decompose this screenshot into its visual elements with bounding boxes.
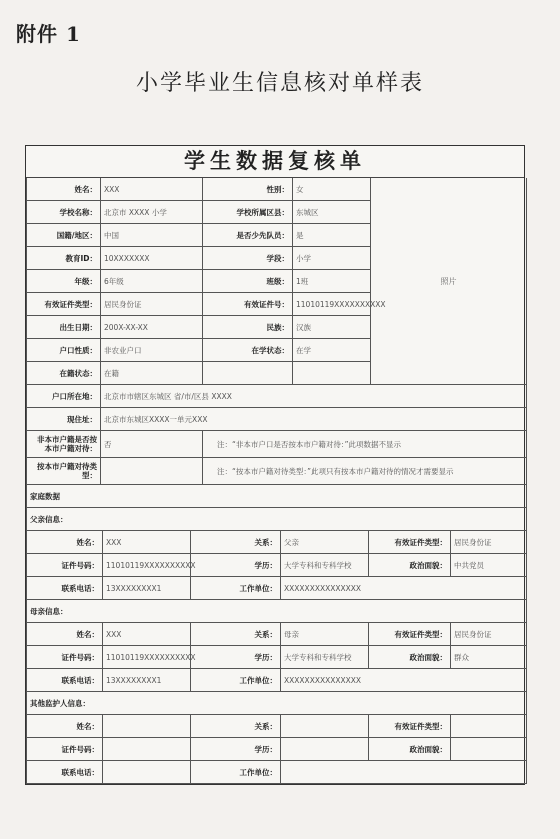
relation-label: 关系：	[191, 531, 281, 554]
relation-value: 父亲	[281, 531, 369, 554]
member-row	[27, 715, 527, 738]
field-label: 有效证件类型：	[27, 293, 101, 316]
name-value: XXX	[103, 531, 191, 554]
document-title: 小学毕业生信息核对单样表	[135, 71, 424, 96]
address-row-label: 现住址：	[27, 408, 101, 431]
idno-label: 证件号码：	[27, 646, 103, 669]
political-label: 政治面貌：	[369, 554, 451, 577]
student-row	[27, 178, 527, 201]
field-label: 户口性质：	[27, 339, 101, 362]
idtype-value	[451, 715, 527, 738]
field-label: 学校名称：	[27, 201, 101, 224]
edu-label: 学历：	[191, 646, 281, 669]
phone-value	[103, 761, 191, 784]
phone-label: 联系电话：	[27, 577, 103, 600]
nonlocal-row-value: 否	[101, 431, 203, 458]
hukou-row	[27, 385, 527, 408]
member-header-label: 母亲信息：	[27, 600, 527, 623]
work-value: XXXXXXXXXXXXXXX	[281, 669, 527, 692]
field-value: 11010119XXXXXXXXXX	[293, 293, 371, 316]
relation-label: 关系：	[191, 623, 281, 646]
political-value: 群众	[451, 646, 527, 669]
member-row	[27, 577, 527, 600]
member-header-label: 父亲信息：	[27, 508, 527, 531]
phone-label: 联系电话：	[27, 761, 103, 784]
address-row	[27, 408, 527, 431]
field-value: 10XXXXXXX	[101, 247, 203, 270]
idtype-label: 有效证件类型：	[369, 531, 451, 554]
member-header	[27, 508, 527, 531]
field-value: 在籍	[101, 362, 203, 385]
field-label: 年级：	[27, 270, 101, 293]
nonlocal-row-label: 非本市户籍是否按本市户籍对待：	[27, 431, 101, 458]
field-label: 班级：	[203, 270, 293, 293]
field-label: 在学状态：	[203, 339, 293, 362]
idtype-value: 居民身份证	[451, 531, 527, 554]
idno-value	[103, 738, 191, 761]
family-table	[26, 485, 527, 784]
hukou-row-label: 户口所在地：	[27, 385, 101, 408]
idno-value: 11010119XXXXXXXXXX	[103, 554, 191, 577]
work-label: 工作单位：	[191, 577, 281, 600]
treat-type-row	[27, 458, 527, 485]
relation-value: 母亲	[281, 623, 369, 646]
field-value: XXX	[101, 178, 203, 201]
field-value: 北京市 XXXX 小学	[101, 201, 203, 224]
name-label: 姓名：	[27, 531, 103, 554]
relation-value	[281, 715, 369, 738]
member-row	[27, 531, 527, 554]
field-value: 200X-XX-XX	[101, 316, 203, 339]
treat-type-row-value	[101, 458, 203, 485]
photo-placeholder: 照片	[371, 178, 527, 385]
relation-label: 关系：	[191, 715, 281, 738]
edu-value: 大学专科和专科学校	[281, 646, 369, 669]
attachment-label: 附件 1	[16, 22, 81, 46]
field-label: 姓名：	[27, 178, 101, 201]
work-value: XXXXXXXXXXXXXXX	[281, 577, 527, 600]
review-sheet	[25, 145, 525, 785]
family-section-label: 家庭数据	[27, 485, 527, 508]
edu-label: 学历：	[191, 738, 281, 761]
field-label: 国籍/地区：	[27, 224, 101, 247]
student-info-table	[26, 178, 527, 485]
edu-label: 学历：	[191, 554, 281, 577]
member-row	[27, 761, 527, 784]
hukou-row-value: 北京市市辖区东城区 省/市/区县 XXXX	[101, 385, 527, 408]
idtype-value: 居民身份证	[451, 623, 527, 646]
field-label: 出生日期：	[27, 316, 101, 339]
idno-label: 证件号码：	[27, 738, 103, 761]
treat-type-row-note: 注：“按本市户籍对待类型：”此项只有按本市户籍对待的情况才需要显示	[203, 458, 527, 485]
field-value: 是	[293, 224, 371, 247]
member-header	[27, 692, 527, 715]
name-label: 姓名：	[27, 715, 103, 738]
name-value	[103, 715, 191, 738]
field-value: 小学	[293, 247, 371, 270]
field-label: 学校所属区县：	[203, 201, 293, 224]
work-value	[281, 761, 527, 784]
member-header-label: 其他监护人信息：	[27, 692, 527, 715]
family-section	[27, 485, 527, 508]
phone-label: 联系电话：	[27, 669, 103, 692]
field-value: 6年级	[101, 270, 203, 293]
field-value: 汉族	[293, 316, 371, 339]
name-label: 姓名：	[27, 623, 103, 646]
phone-value: 13XXXXXXXX1	[103, 669, 191, 692]
field-value: 在学	[293, 339, 371, 362]
edu-value	[281, 738, 369, 761]
idtype-label: 有效证件类型：	[369, 623, 451, 646]
nonlocal-row-note: 注：“非本市户口是否按本市户籍对待：”此项数据不显示	[203, 431, 527, 458]
member-row	[27, 554, 527, 577]
member-row	[27, 738, 527, 761]
field-label: 在籍状态：	[27, 362, 101, 385]
field-value: 东城区	[293, 201, 371, 224]
member-row	[27, 623, 527, 646]
political-value	[451, 738, 527, 761]
field-label: 学段：	[203, 247, 293, 270]
field-value: 中国	[101, 224, 203, 247]
field-value: 1班	[293, 270, 371, 293]
field-label: 民族：	[203, 316, 293, 339]
name-value: XXX	[103, 623, 191, 646]
idno-value: 11010119XXXXXXXXXX	[103, 646, 191, 669]
phone-value: 13XXXXXXXX1	[103, 577, 191, 600]
work-label: 工作单位：	[191, 669, 281, 692]
empty-cell	[293, 362, 371, 385]
field-label: 教育ID：	[27, 247, 101, 270]
member-header	[27, 600, 527, 623]
field-value: 女	[293, 178, 371, 201]
empty-cell	[203, 362, 293, 385]
field-label: 有效证件号：	[203, 293, 293, 316]
field-label: 性别：	[203, 178, 293, 201]
treat-type-row-label: 按本市户籍对待类型：	[27, 458, 101, 485]
idtype-label: 有效证件类型：	[369, 715, 451, 738]
idno-label: 证件号码：	[27, 554, 103, 577]
work-label: 工作单位：	[191, 761, 281, 784]
sheet-title: 学生数据复核单	[26, 146, 524, 178]
field-value: 非农业户口	[101, 339, 203, 362]
political-label: 政治面貌：	[369, 646, 451, 669]
member-row	[27, 646, 527, 669]
field-label: 是否少先队员：	[203, 224, 293, 247]
field-value: 居民身份证	[101, 293, 203, 316]
political-value: 中共党员	[451, 554, 527, 577]
political-label: 政治面貌：	[369, 738, 451, 761]
edu-value: 大学专科和专科学校	[281, 554, 369, 577]
address-row-value: 北京市东城区XXXX一单元XXX	[101, 408, 527, 431]
nonlocal-row	[27, 431, 527, 458]
member-row	[27, 669, 527, 692]
